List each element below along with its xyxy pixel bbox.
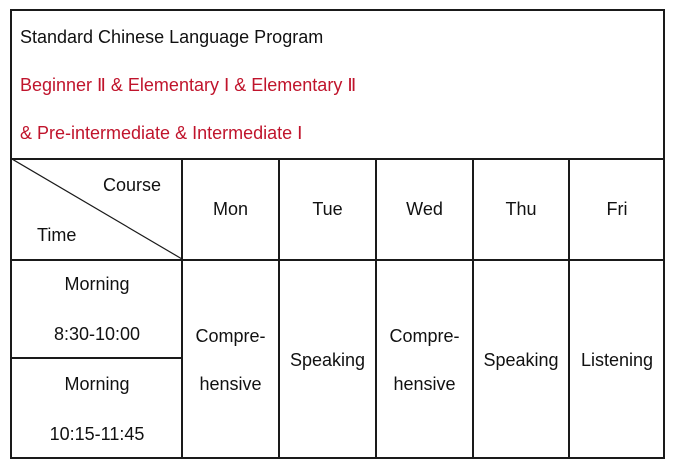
time-slot-range: 10:15-11:45 — [49, 424, 145, 444]
table-header — [12, 11, 663, 159]
time-slot-name: Morning — [64, 274, 130, 294]
program-levels-line-1: Beginner Ⅱ & Elementary Ⅰ & Elementary Ⅱ — [20, 75, 357, 95]
course-text: Speaking — [289, 350, 366, 370]
corner-time-label: Time — [37, 225, 77, 245]
course-text: hensive — [199, 374, 262, 394]
course-text: Listening — [580, 350, 654, 370]
schedule-table — [10, 9, 665, 459]
time-slot-2 — [12, 359, 182, 459]
course-fri — [569, 261, 665, 459]
corner-course-label: Course — [103, 175, 162, 195]
course-wed — [376, 261, 473, 459]
day-header-tue: Tue — [312, 199, 343, 219]
course-tue — [279, 261, 376, 459]
program-title: Standard Chinese Language Program — [20, 27, 324, 47]
course-text: Compre- — [389, 326, 460, 346]
course-text: Compre- — [195, 326, 266, 346]
time-slot-range: 8:30-10:00 — [53, 324, 141, 344]
time-slot-name: Morning — [64, 374, 130, 394]
program-levels-line-2: & Pre-intermediate & Intermediate Ⅰ — [20, 123, 303, 143]
course-mon — [182, 261, 279, 459]
course-text: hensive — [393, 374, 456, 394]
time-slot-1 — [12, 261, 182, 357]
course-text: Speaking — [483, 350, 559, 370]
day-header-thu: Thu — [505, 199, 537, 219]
day-header-wed: Wed — [406, 199, 443, 219]
day-header-fri: Fri — [606, 199, 628, 219]
day-header-mon: Mon — [212, 199, 248, 219]
course-thu — [473, 261, 569, 459]
